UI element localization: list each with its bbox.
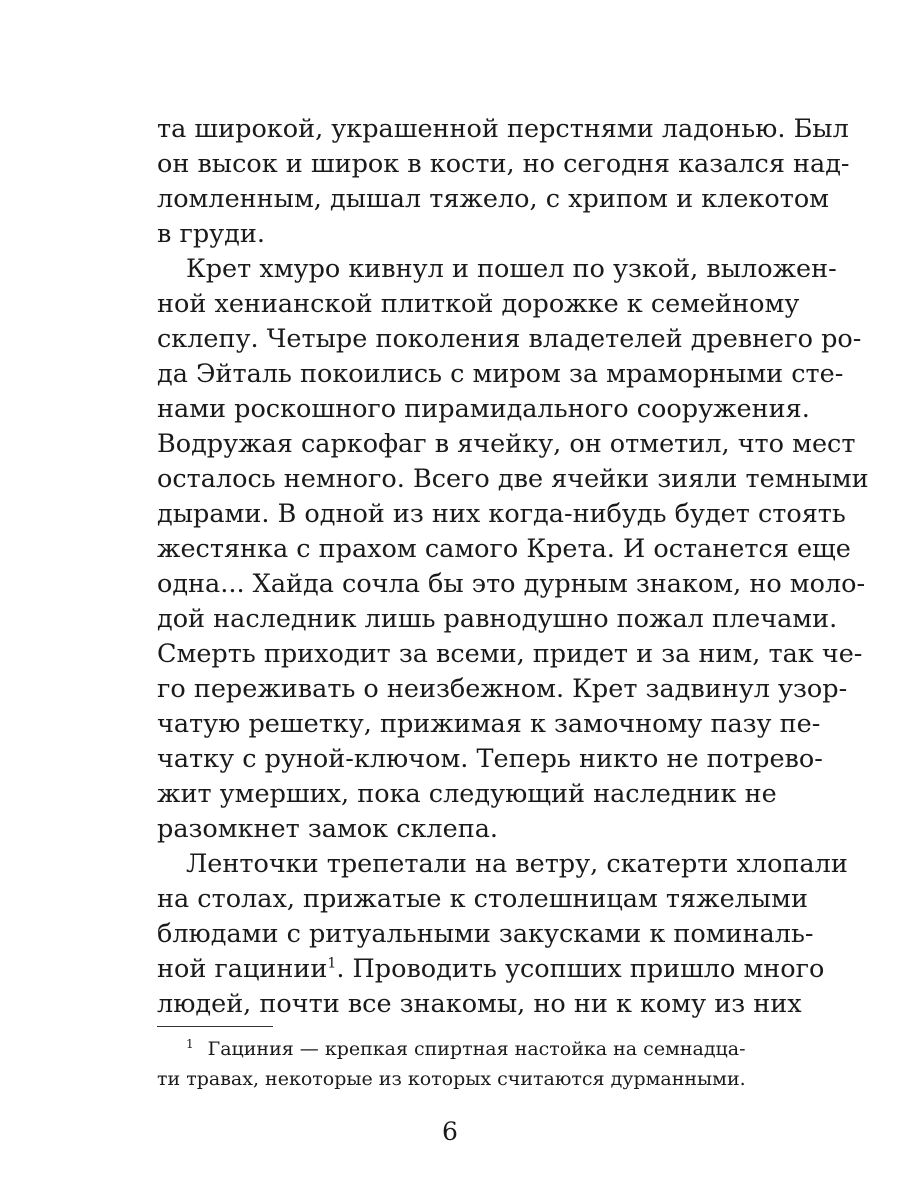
paragraph-start-line: Ленточки трепетали на ветру, скатерти хлопали (186, 849, 848, 879)
body-line: дой наследник лишь равнодушно пожал плечами. (157, 604, 838, 634)
paragraph-start-line: Крет хмуро кивнул и пошел по узкой, выложен- (186, 254, 837, 284)
page-number: 6 (442, 1117, 458, 1146)
body-line: жестянка с прахом самого Крета. И останется еще (157, 534, 851, 564)
body-line: в груди. (157, 219, 265, 249)
body-line: на столах, прижатые к столешницам тяжелыми (157, 884, 808, 914)
body-line: одна... Хайда сочла бы это дурным знаком, но моло- (157, 569, 866, 599)
body-line: склепу. Четыре поколения владетелей древнего ро- (157, 324, 862, 354)
footnote-number: 1 (186, 1036, 194, 1051)
body-line: чатку с руной-ключом. Теперь никто не потрево- (157, 744, 823, 774)
line-text: ной гацинии (157, 954, 328, 984)
body-line: жит умерших, пока следующий наследник не (157, 779, 777, 809)
footnote-reference[interactable]: 1 (327, 955, 337, 972)
body-line: людей, почти все знакомы, но ни к кому из них (157, 989, 802, 1019)
body-line: го переживать о неизбежном. Крет задвинул узор- (157, 674, 848, 704)
body-line: ломленным, дышал тяжело, с хрипом и клекотом (157, 184, 830, 214)
body-line: разомкнет замок склепа. (157, 814, 499, 844)
body-line: Смерть приходит за всеми, придет и за ним, так че- (157, 639, 863, 669)
body-line: та широкой, украшенной перстнями ладонью. Был (157, 114, 849, 144)
body-line: он высок и широк в кости, но сегодня казался над- (157, 149, 850, 179)
footnote-text: Гациния — крепкая спиртная настойка на семнадца- (207, 1038, 746, 1060)
body-line: да Эйталь покоились с миром за мраморными сте- (157, 359, 844, 389)
body-line: чатую решетку, прижимая к замочному пазу пе- (157, 709, 821, 739)
body-line: ной хенианской плиткой дорожке к семейному (157, 289, 800, 319)
footnote-line: ти травах, некоторые из которых считаются дурманными. (157, 1068, 746, 1090)
body-line: Водружая саркофаг в ячейку, он отметил, что мест (157, 429, 856, 459)
body-line: блюдами с ритуальными закусками к поминаль- (157, 919, 814, 949)
footnote-line (186, 1034, 746, 1064)
body-line: осталось немного. Всего две ячейки зияли темными (157, 464, 869, 494)
body-line-with-footnote-ref (157, 951, 825, 987)
footnote-rule (157, 1026, 273, 1027)
body-line: нами роскошного пирамидального сооружения. (157, 394, 810, 424)
line-text: . Проводить усопших пришло много (336, 954, 825, 984)
body-line: дырами. В одной из них когда-нибудь будет стоять (157, 499, 846, 529)
